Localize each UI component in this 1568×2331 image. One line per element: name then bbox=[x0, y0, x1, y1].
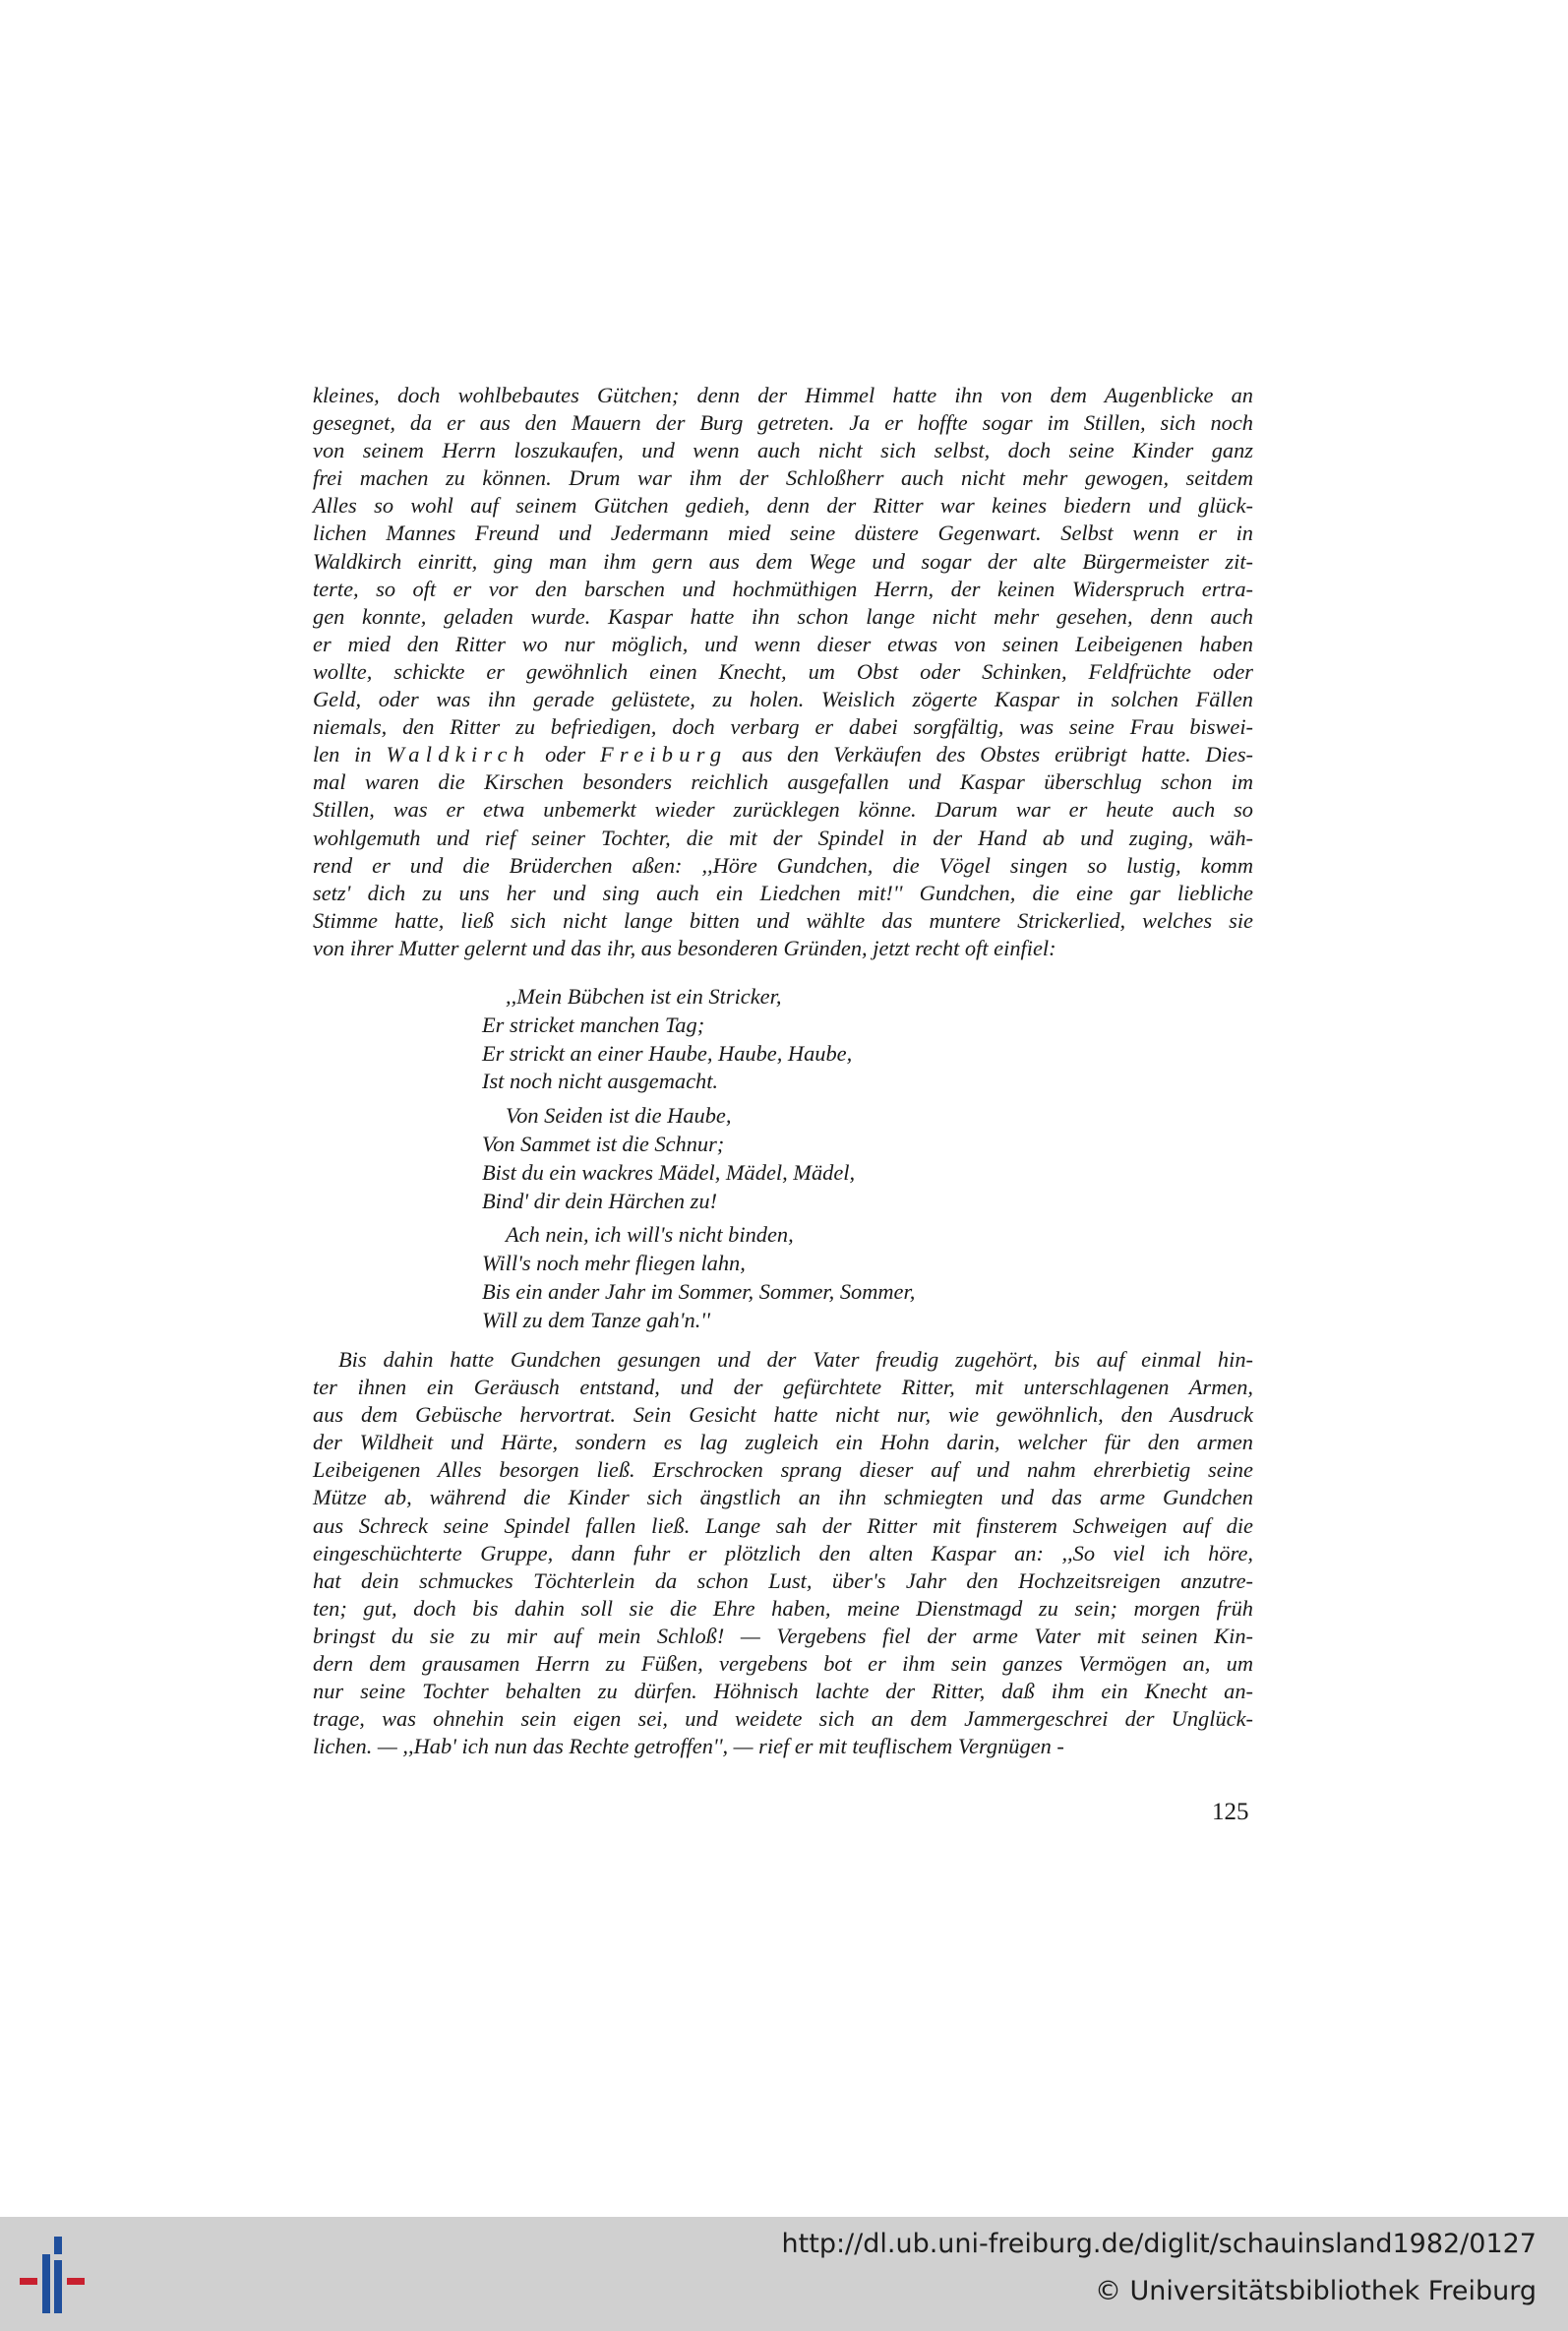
text-line: ter ihnen ein Geräusch entstand, und der gefürchtete Ritter, mit unterschlagenen Armen, bbox=[313, 1375, 1253, 1400]
page-number: 125 bbox=[1212, 1799, 1249, 1825]
text-line: niemals, den Ritter zu befriedigen, doch verbarg er dabei sorgfältig, was seine Frau biswei- bbox=[313, 714, 1253, 740]
poem-line: Ach nein, ich will's nicht binden, bbox=[506, 1222, 794, 1248]
paragraph-2 bbox=[313, 1346, 1253, 1760]
poem-stanza bbox=[482, 1102, 1072, 1215]
main-text-continued bbox=[313, 1346, 1253, 1760]
text-line: setz' dich zu uns her und sing auch ein Liedchen mit!'' Gundchen, die eine gar liebliche bbox=[313, 880, 1253, 905]
text-line: Leibeigenen Alles besorgen ließ. Erschrocken sprang dieser auf und nahm ehrerbietig seine bbox=[313, 1457, 1253, 1483]
text-line: lichen. — ,,Hab' ich nun das Rechte getroffen'', — rief er mit teuflischem Vergnügen - bbox=[313, 1734, 1064, 1759]
text-line: ten; gut, doch bis dahin soll sie die Ehre haben, meine Dienstmagd zu sein; morgen früh bbox=[313, 1595, 1253, 1621]
text-line: rend er und die Brüderchen aßen: ,,Höre Gundchen, die Vögel singen so lustig, komm bbox=[313, 852, 1253, 878]
paragraph-1 bbox=[313, 382, 1253, 962]
poem-line: Er strickt an einer Haube, Haube, Haube, bbox=[482, 1040, 853, 1066]
main-text bbox=[313, 382, 1253, 962]
text-line: wohlgemuth und rief seiner Tochter, die mit der Spindel in der Hand ab und zuging, wäh- bbox=[313, 825, 1253, 850]
song-poem bbox=[482, 983, 1072, 1341]
poem-line: Er stricket manchen Tag; bbox=[482, 1012, 705, 1037]
poem-stanza bbox=[482, 983, 1072, 1096]
place-name: Freiburg bbox=[599, 742, 728, 767]
source-url[interactable]: http://dl.ub.uni-freiburg.de/diglit/schauinsland1982/0127 bbox=[781, 2229, 1537, 2259]
poem-line: ,,Mein Bübchen ist ein Stricker, bbox=[506, 984, 782, 1009]
text-line: dern dem grausamen Herrn zu Füßen, vergebens bot er ihm sein ganzes Vermögen an, um bbox=[313, 1651, 1253, 1677]
text-line: eingeschüchterte Gruppe, dann fuhr er plötzlich den alten Kaspar an: ,,So viel ich höre, bbox=[313, 1540, 1253, 1565]
poem-line: Bind' dir dein Härchen zu! bbox=[482, 1188, 718, 1213]
text-line: gesegnet, da er aus den Mauern der Burg getreten. Ja er hoffte sogar im Stillen, sich noch bbox=[313, 410, 1253, 436]
poem-line: Will's noch mehr fliegen lahn, bbox=[482, 1251, 746, 1276]
text-line: terte, so oft er vor den barschen und hochmüthigen Herrn, der keinen Widerspruch ertra- bbox=[313, 576, 1253, 601]
text-line: kleines, doch wohlbebautes Gütchen; denn der Himmel hatte ihn von dem Augenblicke an bbox=[313, 383, 1253, 407]
text-line: von ihrer Mutter gelernt und das ihr, aus besonderen Gründen, jetzt recht oft einfiel: bbox=[313, 935, 1056, 960]
text-line: trage, was ohnehin sein eigen sei, und weidete sich an dem Jammergeschrei der Unglück- bbox=[313, 1706, 1253, 1732]
text-fragment: len in bbox=[313, 742, 387, 767]
poem-line: Bist du ein wackres Mädel, Mädel, Mädel, bbox=[482, 1159, 856, 1185]
text-line: der Wildheit und Härte, sondern es lag zugleich ein Hohn darin, welcher für den armen bbox=[313, 1430, 1253, 1455]
text-line: aus dem Gebüsche hervortrat. Sein Gesicht hatte nicht nur, wie gewöhnlich, den Ausdruck bbox=[313, 1402, 1253, 1428]
text-line: Stimme hatte, ließ sich nicht lange bitten und wählte das muntere Strickerlied, welches sie bbox=[313, 907, 1253, 933]
text-line: frei machen zu können. Drum war ihm der Schloßherr auch nicht mehr gewogen, seitdem bbox=[313, 465, 1253, 491]
text-line: hat dein schmuckes Töchterlein da schon Lust, über's Jahr den Hochzeitsreigen anzutre- bbox=[313, 1567, 1253, 1593]
text-line: gen konnte, geladen wurde. Kaspar hatte ihn schon lange nicht mehr gesehen, denn auch bbox=[313, 603, 1253, 629]
text-line: lichen Mannes Freund und Jedermann mied seine düstere Gegenwart. Selbst wenn er in bbox=[313, 521, 1253, 546]
text-line: er mied den Ritter wo nur möglich, und wenn dieser etwas von seinen Leibeigenen haben bbox=[313, 631, 1253, 656]
text-fragment: oder bbox=[530, 742, 600, 767]
text-line: aus Schreck seine Spindel fallen ließ. Lange sah der Ritter mit finsterem Schweigen auf die bbox=[313, 1512, 1253, 1538]
ub-freiburg-logo-icon bbox=[18, 2235, 96, 2313]
poem-line: Von Seiden ist die Haube, bbox=[506, 1103, 732, 1129]
text-line: wollte, schickte er gewöhnlich einen Knecht, um Obst oder Schinken, Feldfrüchte oder bbox=[313, 658, 1253, 684]
text-line: bringst du sie zu mir auf mein Schloß! — Vergebens fiel der arme Vater mit seinen Kin- bbox=[313, 1623, 1253, 1648]
poem-line: Will zu dem Tanze gah'n.'' bbox=[482, 1307, 710, 1332]
poem-line: Von Sammet ist die Schnur; bbox=[482, 1131, 725, 1156]
text-fragment: aus den Verkäufen des Obstes erübrigt hatte. Dies- bbox=[727, 742, 1253, 767]
place-name: Waldkirch bbox=[386, 742, 531, 767]
text-line: Geld, oder was ihn gerade gelüstete, zu holen. Weislich zögerte Kaspar in solchen Fällen bbox=[313, 687, 1253, 712]
poem-stanza bbox=[482, 1221, 1072, 1334]
text-line: Alles so wohl auf seinem Gütchen gedieh, denn der Ritter war keines biedern und glück- bbox=[313, 493, 1253, 519]
copyright-notice: © Universitätsbibliothek Freiburg bbox=[1094, 2276, 1537, 2306]
footer-bar bbox=[0, 2217, 1568, 2331]
text-line: nur seine Tochter behalten zu dürfen. Höhnisch lachte der Ritter, daß ihm ein Knecht an- bbox=[313, 1679, 1253, 1704]
text-line: Stillen, was er etwa unbemerkt wieder zurücklegen könne. Darum war er heute auch so bbox=[313, 797, 1253, 823]
text-line bbox=[313, 741, 1253, 768]
text-line: mal waren die Kirschen besonders reichlich ausgefallen und Kaspar überschlug schon im bbox=[313, 769, 1253, 795]
text-line: Bis dahin hatte Gundchen gesungen und der Vater freudig zugehört, bis auf einmal hin- bbox=[338, 1347, 1253, 1372]
text-line: von seinem Herrn loszukaufen, und wenn auch nicht sich selbst, doch seine Kinder ganz bbox=[313, 438, 1253, 463]
poem-line: Bis ein ander Jahr im Sommer, Sommer, Sommer, bbox=[482, 1278, 916, 1304]
poem-line: Ist noch nicht ausgemacht. bbox=[482, 1069, 719, 1094]
text-line: Waldkirch einritt, ging man ihm gern aus dem Wege und sogar der alte Bürgermeister zit- bbox=[313, 548, 1253, 574]
text-line: Mütze ab, während die Kinder sich ängstlich an ihn schmiegten und das arme Gundchen bbox=[313, 1485, 1253, 1510]
